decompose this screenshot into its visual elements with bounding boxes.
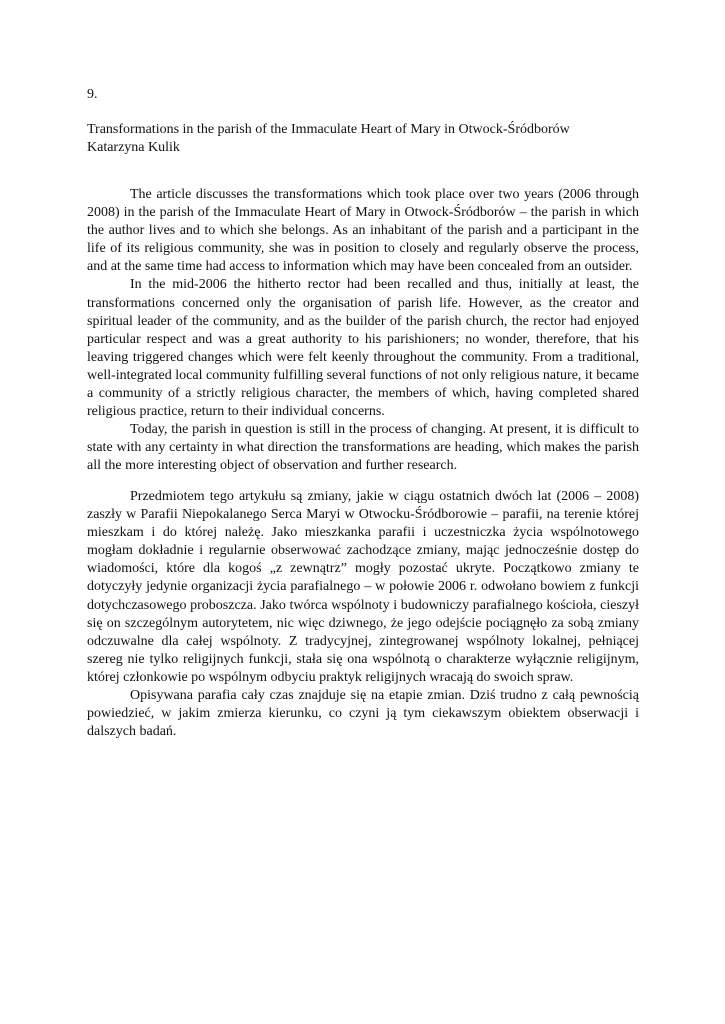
polish-abstract (87, 488, 639, 741)
page-number: 9. (87, 87, 98, 102)
polish-paragraph-2: Opisywana parafia cały czas znajduje się na etapie zmian. Dziś trudno z całą pewnością powiedzieć, w jakim zmierza kierunku, co czyni ją tym ciekawszym obiektem obserwacji i dalszych badań. (87, 688, 639, 740)
english-abstract (87, 186, 639, 476)
article-title: Transformations in the parish of the Immaculate Heart of Mary in Otwock-Śródborów (87, 122, 570, 137)
article-header (87, 121, 647, 157)
article-author: Katarzyna Kulik (87, 140, 180, 155)
polish-paragraph-1: Przedmiotem tego artykułu są zmiany, jakie w ciągu ostatnich dwóch lat (2006 – 2008) zaszły w Parafii Niepokalanego Serca Maryi w Otwocku-Śródborowie – parafii, na terenie której mieszkam i do której należę. Jako mieszkanka parafii i uczestniczka życia wspólnotowego mogłam dokładnie i regularnie obserwować zachodzące zmiany, mając jednocześnie dostęp do wiadomości, które dla kogoś „z zewnątrz” mogły pozostać ukryte. Początkowo zmiany te dotyczyły jedynie organizacji życia parafialnego – w połowie 2006 r. odwołano bowiem z funkcji dotychczasowego proboszcza. Jako twórca wspólnoty i budowniczy parafialnego kościoła, cieszył się on szczególnym autorytetem, nic więc dziwnego, że jego odejście pociągnęło za sobą zmiany odczuwalne dla całej wspólnoty. Z tradycyjnej, zintegrowanej wspólnoty lokalnej, pełniącej szereg nie tylko religijnych funkcji, stała się ona wspólnotą o charakterze wyłącznie religijnym, której członkowie po wspólnym odbyciu praktyk religijnych wracają do swoich spraw. (87, 489, 639, 685)
english-paragraph-1: The article discusses the transformations which took place over two years (2006 through 2008) in the parish of the Immaculate Heart of Mary in Otwock-Śródborów – the parish in which the author lives and to which she belongs. As an inhabitant of the parish and a participant in the life of its religious community, she was in position to closely and regularly observe the process, and at the same time had access to information which may have been concealed from an outsider. (87, 187, 639, 275)
english-paragraph-3: Today, the parish in question is still in the process of changing. At present, it is difficult to state with any certainty in what direction the transformations are heading, which makes the parish all the more interesting object of observation and further research. (87, 422, 639, 474)
english-paragraph-2: In the mid-2006 the hitherto rector had been recalled and thus, initially at least, the transformations concerned only the organisation of parish life. However, as the creator and spiritual leader of the community, and as the builder of the parish church, the rector had enjoyed particular respect and was a great authority to his parishioners; no wonder, therefore, that his leaving triggered changes which were felt keenly throughout the community. From a traditional, well-integrated local community fulfilling several functions of not only religious nature, it became a community of a strictly religious character, the members of which, having completed shared religious practice, return to their individual concerns. (87, 277, 639, 420)
